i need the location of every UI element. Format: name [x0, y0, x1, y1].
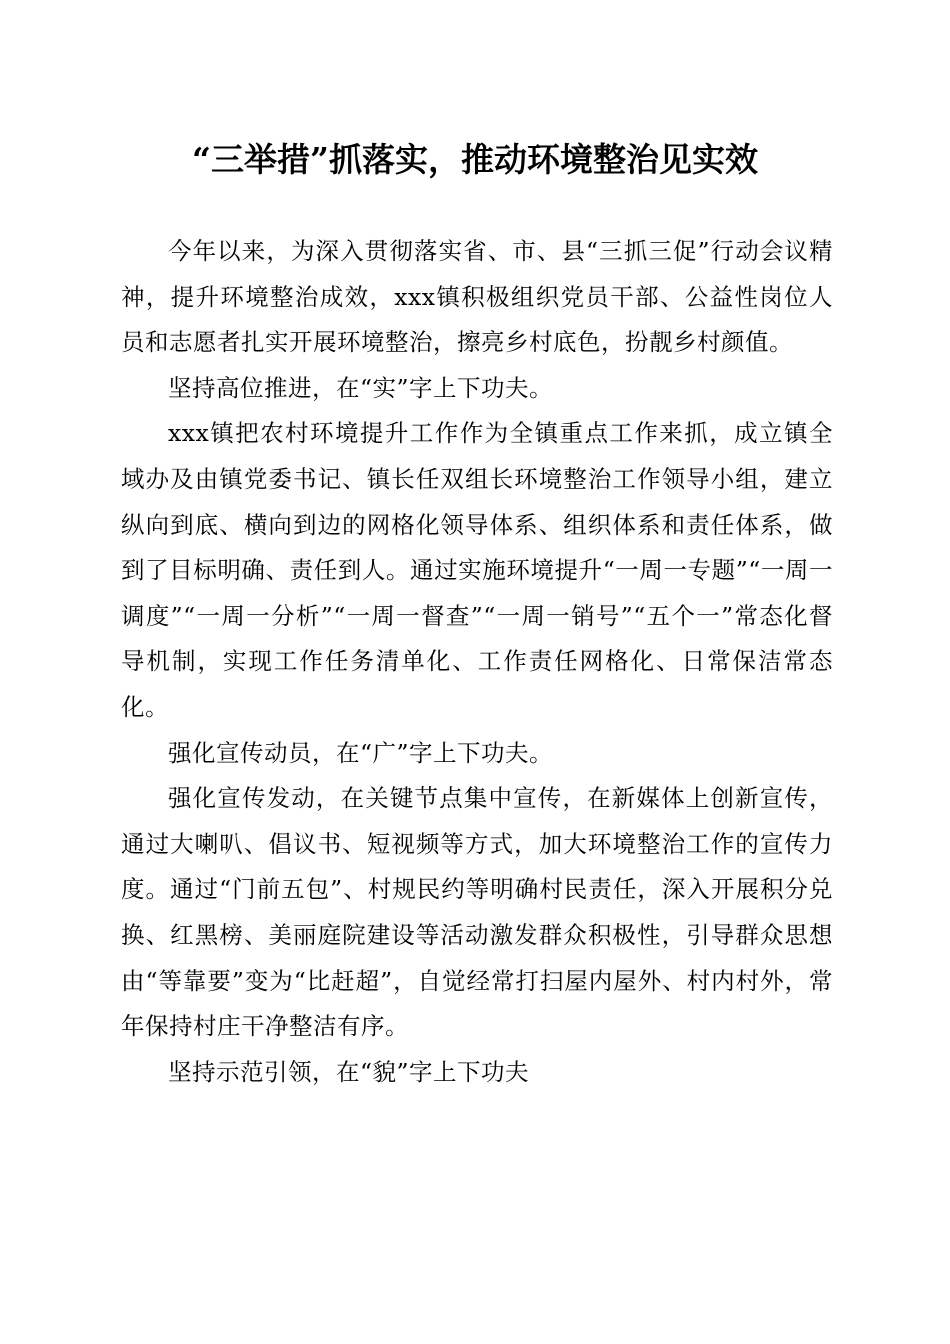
- section-heading-mao: 坚持示范引领，在“貌”字上下功夫: [168, 1057, 530, 1086]
- paragraph-intro: 今年以来，为深入贯彻落实省、市、县“三抓三促”行动会议精神，提升环境整治成效，xxx镇积极组织党员干部、公益性岗位人员和志愿者扎实开展环境整治，擦亮乡村底色，扮靓乡村颜值。: [121, 237, 833, 357]
- section-heading-shi: 坚持高位推进，在“实”字上下功夫。: [168, 373, 554, 402]
- document-body: [121, 229, 833, 1095]
- paragraph-guang: 强化宣传发动，在关键节点集中宣传，在新媒体上创新宣传，通过大喇叭、倡议书、短视频等方式，加大环境整治工作的宣传力度。通过“门前五包”、村规民约等明确村民责任，深入开展积分兑换、红黑榜、美丽庭院建设等活动激发群众积极性，引导群众思想由“等靠要”变为“比赶超”，自觉经常打扫屋内屋外、村内村外，常年保持村庄干净整洁有序。: [121, 784, 833, 1041]
- section-heading-guang: 强化宣传动员，在“广”字上下功夫。: [168, 738, 554, 767]
- paragraph-shi: xxx镇把农村环境提升工作作为全镇重点工作来抓，成立镇全域办及由镇党委书记、镇长任双组长环境整治工作领导小组，建立纵向到底、横向到边的网格化领导体系、组织体系和责任体系，做到了目标明确、责任到人。通过实施环境提升“一周一专题”“一周一调度”“一周一分析”“一周一督查”“一周一销号”“五个一”常态化督导机制，实现工作任务清单化、工作责任网格化、日常保洁常态化。: [121, 419, 833, 721]
- document-title: “三举措”抓落实，推动环境整治见实效: [192, 140, 758, 179]
